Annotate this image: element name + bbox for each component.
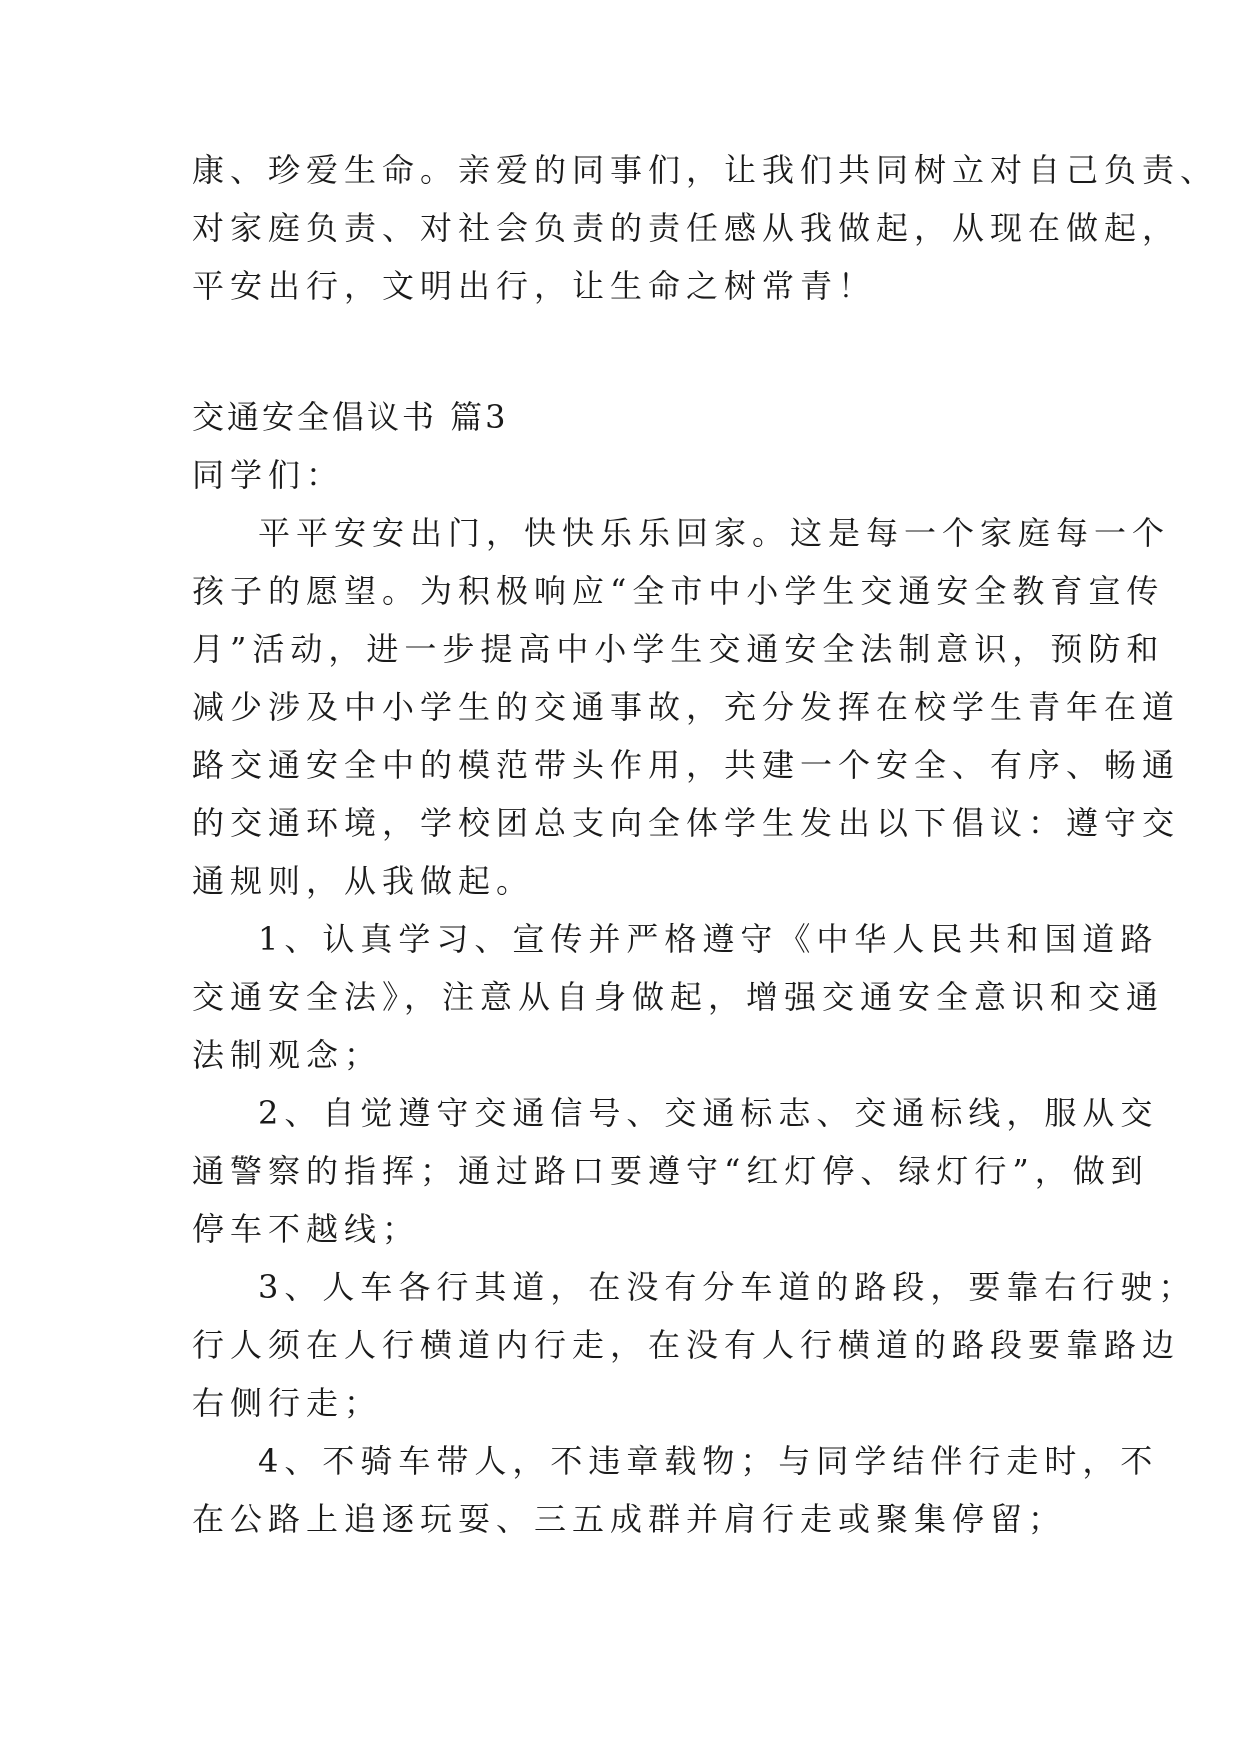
section-heading: 交通安全倡议书 篇3 xyxy=(192,398,509,436)
list-item-line: 3、人车各行其道，在没有分车道的路段，要靠右行驶； xyxy=(258,1268,1197,1306)
list-item-line: 交通安全法》，注意从自身做起，增强交通安全意识和交通 xyxy=(192,978,1165,1016)
list-item-line: 1、认真学习、宣传并严格遵守《中华人民共和国道路 xyxy=(258,920,1159,958)
paragraph-line: 孩子的愿望。为积极响应“全市中小学生交通安全教育宣传 xyxy=(192,572,1165,610)
list-item-line: 4、不骑车带人，不违章载物；与同学结伴行走时，不 xyxy=(258,1442,1159,1480)
paragraph-line: 的交通环境，学校团总支向全体学生发出以下倡议：遵守交 xyxy=(192,804,1181,842)
paragraph-line: 对家庭负责、对社会负责的责任感从我做起，从现在做起， xyxy=(192,209,1181,247)
list-item-line: 右侧行走； xyxy=(192,1384,383,1422)
salutation: 同学们： xyxy=(192,456,345,494)
paragraph-line: 减少涉及中小学生的交通事故，充分发挥在校学生青年在道 xyxy=(192,688,1181,726)
list-item-line: 法制观念； xyxy=(192,1036,383,1074)
list-item-line: 停车不越线； xyxy=(192,1210,421,1248)
paragraph-line: 平安出行，文明出行，让生命之树常青！ xyxy=(192,267,877,305)
paragraph-line: 通规则，从我做起。 xyxy=(192,862,535,900)
paragraph-line: 路交通安全中的模范带头作用，共建一个安全、有序、畅通 xyxy=(192,746,1181,784)
paragraph-line: 康、珍爱生命。亲爱的同事们，让我们共同树立对自己负责、 xyxy=(192,151,1219,189)
list-item-line: 通警察的指挥；通过路口要遵守“红灯停、绿灯行”，做到 xyxy=(192,1152,1149,1190)
paragraph-line: 平平安安出门，快快乐乐回家。这是每一个家庭每一个 xyxy=(258,514,1171,552)
paragraph-line: 月”活动，进一步提高中小学生交通安全法制意识，预防和 xyxy=(192,630,1165,668)
list-item-line: 2、自觉遵守交通信号、交通标志、交通标线，服从交 xyxy=(258,1094,1159,1132)
list-item-line: 行人须在人行横道内行走，在没有人行横道的路段要靠路边 xyxy=(192,1326,1181,1364)
list-item-line: 在公路上追逐玩耍、三五成群并肩行走或聚集停留； xyxy=(192,1500,1067,1538)
